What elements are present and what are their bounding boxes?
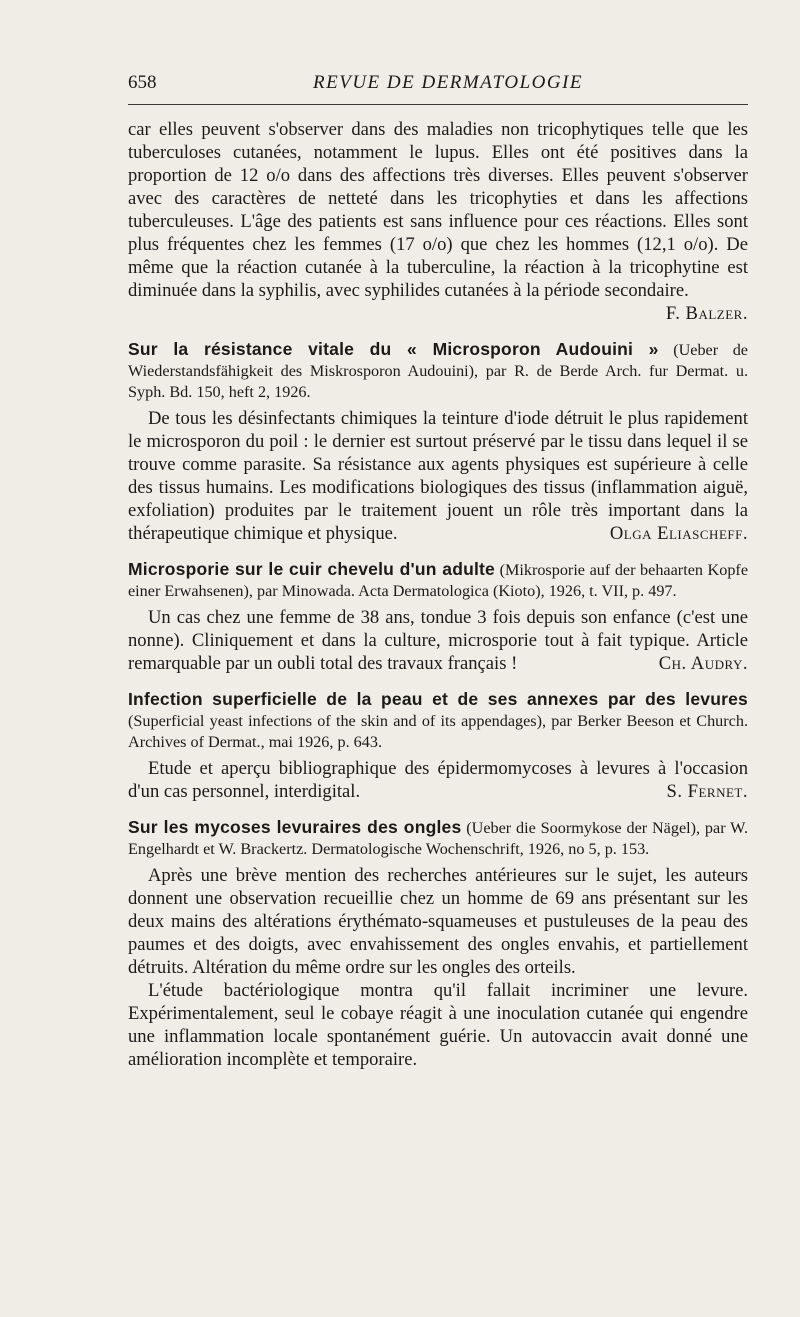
review-title: Sur les mycoses levuraires des ongles	[128, 817, 462, 837]
review-reference: (Superficial yeast infections of the skin and of its appendages), par Berker Beeson et Church. Archives of Dermat., mai 1926, p. 643.	[128, 712, 748, 751]
review-reference: (Mikrosporie auf der behaarten Kopfe einer Erwahsenen), par Minowada. Acta Dermatologica (Kioto), 1926, t. VII, p. 497.	[128, 561, 748, 600]
review-body	[128, 606, 748, 675]
intro-paragraph: car elles peuvent s'observer dans des maladies non tricophytiques telle que les tuberculoses cutanées, notamment le lupus. Elles ont été positives dans la proportion de 12 o/o dans des affections très diverses. Elles peuvent s'observer avec des caractères de netteté dans les tricophyties et dans les affections tuberculeuses. L'âge des patients est sans influence pour ces réactions. Elles sont plus fréquentes chez les femmes (17 o/o) que chez les hommes (12,1 o/o). De même que la réaction cutanée à la tuberculine, la réaction à la tricophytine est diminuée dans la syphilis, avec syphilides cutanées à la période secondaire.	[128, 119, 748, 301]
review-item	[128, 559, 748, 675]
review-heading	[128, 817, 748, 860]
page-header	[128, 70, 748, 100]
review-body: Après une brève mention des recherches antérieures sur le sujet, les auteurs donnent une observation recueillie chez un homme de 69 ans présentant sur les deux mains des altérations érythémato-squameuses et pustuleuses de la peau des paumes et des doigts, avec envahissement des ongles envahis, et partiellement détruits. Altération du même ordre sur les ongles des orteils.	[128, 865, 748, 978]
page-content	[128, 118, 748, 1071]
review-heading	[128, 559, 748, 602]
review-heading	[128, 689, 748, 753]
review-signature: Ch. Audry.	[658, 653, 748, 674]
running-title: REVUE DE DERMATOLOGIE	[313, 72, 584, 93]
review-title: Sur la résistance vitale du « Microsporon Audouini »	[128, 339, 659, 359]
review-title: Microsporie sur le cuir chevelu d'un adulte	[128, 559, 495, 579]
review-item	[128, 689, 748, 803]
review-signature: Olga Eliascheff.	[609, 523, 748, 544]
intro-signature: F. Balzer.	[665, 303, 748, 324]
header-rule	[128, 104, 748, 105]
review-body-text: Etude et aperçu bibliographique des épidermomycoses à levures à l'occasion d'un cas personnel, interdigital.	[128, 758, 748, 802]
review-item	[128, 817, 748, 1071]
review-heading	[128, 339, 748, 403]
review-body	[128, 407, 748, 545]
review-body-continued: L'étude bactériologique montra qu'il fallait incriminer une levure. Expérimentalement, seul le cobaye réagit à une inoculation cutanée qui engendre une inflammation locale spontanément guérie. Un autovaccin avait donné une amélioration incomplète et temporaire.	[128, 980, 748, 1070]
review-body-text: De tous les désinfectants chimiques la teinture d'iode détruit le plus rapidement le microsporon du poil : le dernier est surtout préservé par le tissu dans lequel il se trouve comme parasite. Sa résistance aux agents physiques est supérieure à celle des tissus humains. Les modifications biologiques des tissus (inflammation aiguë, exfoliation) produites par le traitement jouent un rôle très important dans la thérapeutique chimique et physique.	[128, 408, 748, 544]
review-signature: S. Fernet.	[666, 781, 748, 802]
page-number: 658	[128, 72, 157, 93]
review-reference: (Ueber de Wiederstandsfähigkeit des Miskrosporon Audouini), par R. de Berde Arch. fur Dermat. u. Syph. Bd. 150, heft 2, 1926.	[128, 341, 748, 401]
review-body-text: Un cas chez une femme de 38 ans, tondue 3 fois depuis son enfance (c'est une nonne). Cliniquement et dans la culture, microsporie tout à fait typique. Article remarquable par un oubli total des travaux français !	[128, 607, 748, 674]
review-item	[128, 339, 748, 545]
review-body	[128, 757, 748, 803]
review-reference: (Ueber die Soormykose der Nägel), par W. Engelhardt et W. Brackertz. Dermatologische Wochenschrift, 1926, no 5, p. 153.	[128, 819, 749, 858]
review-title: Infection superficielle de la peau et de ses annexes par des levures	[128, 689, 748, 709]
